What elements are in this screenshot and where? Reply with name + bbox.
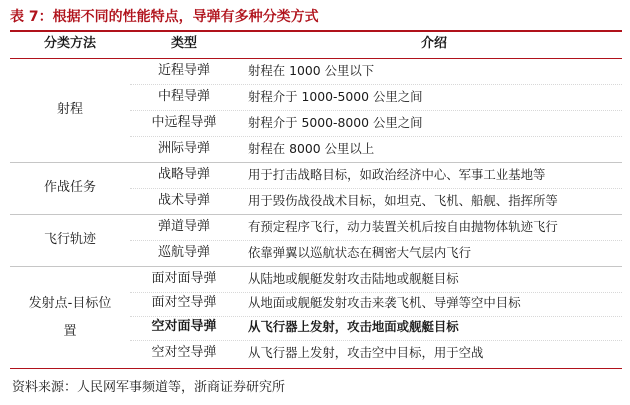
table-title: 表 7：根据不同的性能特点，导弹有多种分类方式 [10,9,319,25]
intro-cell: 用于毁伤战役战术目标，如坦克、飞机、船舰、指挥所等 [248,193,558,208]
intro-cell: 从地面或舰艇发射攻击来袭飞机、导弹等空中目标 [248,295,521,310]
type-cell: 洲际导弹 [157,141,210,156]
type-cell-highlight: 空对面导弹 [151,319,217,334]
type-cell: 面对空导弹 [151,295,217,310]
type-cell: 面对面导弹 [151,271,217,286]
category-trajectory: 飞行轨迹 [43,232,96,247]
intro-cell: 射程介于 1000-5000 公里之间 [248,89,423,104]
type-cell: 空对空导弹 [151,345,217,360]
intro-cell-highlight: 从飞行器上发射，攻击地面或舰艇目标 [248,319,459,334]
type-cell: 弹道导弹 [157,219,210,234]
header-intro: 介绍 [420,36,447,51]
intro-cell: 有预定程序飞行，动力装置关机后按自由抛物体轨迹飞行 [248,219,558,234]
bottom-rule [10,368,622,369]
source-note: 资料来源：人民网军事频道等，浙商证券研究所 [12,380,286,395]
intro-cell: 射程在 1000 公里以下 [248,63,375,78]
intro-cell: 用于打击战略目标，如政治经济中心、军事工业基地等 [248,167,546,182]
intro-cell: 从飞行器上发射，攻击空中目标，用于空战 [248,345,484,360]
category-launch-target [10,266,130,370]
type-cell: 近程导弹 [157,63,210,78]
intro-cell: 依靠弹翼以巡航状态在稠密大气层内飞行 [248,245,472,260]
type-cell: 中远程导弹 [151,115,217,130]
category-range: 射程 [56,102,83,117]
category-mission: 作战任务 [43,180,96,195]
header-method: 分类方法 [43,36,96,51]
type-cell: 巡航导弹 [157,245,210,260]
header-type: 类型 [170,36,197,51]
type-cell: 中程导弹 [157,89,210,104]
category-label-line: 发射点-目标位 [28,296,112,311]
category-label-line: 置 [63,324,77,339]
type-cell: 战术导弹 [157,193,210,208]
type-cell: 战略导弹 [157,167,210,182]
intro-cell: 射程在 8000 公里以上 [248,141,375,156]
intro-cell: 从陆地或舰艇发射攻击陆地或舰艇目标 [248,271,459,286]
intro-cell: 射程介于 5000-8000 公里之间 [248,115,423,130]
